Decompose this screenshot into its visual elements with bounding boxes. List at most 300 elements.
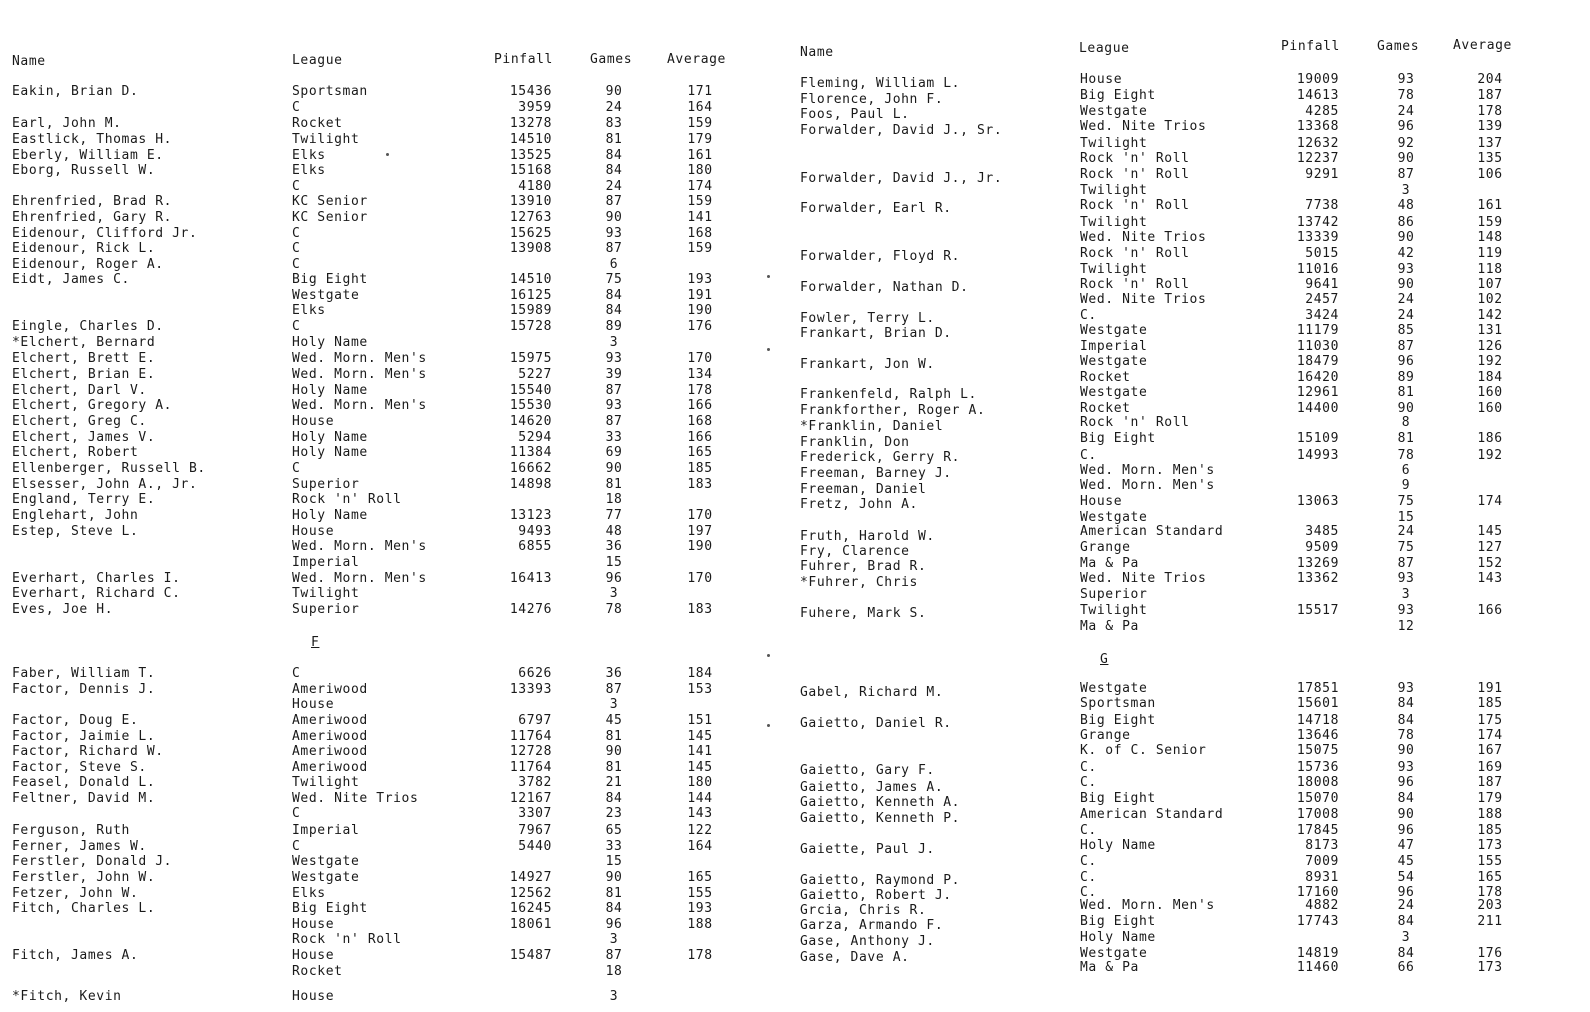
pinfall-value: 12961 xyxy=(1296,385,1339,400)
bowler-name: Elchert, Gregory A. xyxy=(12,398,173,413)
bowler-name: Eingle, Charles D. xyxy=(12,319,164,334)
average-value: 168 xyxy=(687,226,713,241)
games-value: 90 xyxy=(1397,743,1415,758)
average-value: 170 xyxy=(687,508,713,523)
league-name: Twilight xyxy=(1080,603,1148,618)
games-value: 75 xyxy=(1397,540,1415,555)
average-value: 178 xyxy=(687,383,713,398)
games-value: 87 xyxy=(1397,167,1415,182)
pinfall-value: 15436 xyxy=(509,84,552,99)
league-name: C xyxy=(292,241,301,256)
games-value: 90 xyxy=(605,210,623,225)
league-name: Elks xyxy=(292,303,326,318)
league-name: Rock 'n' Roll xyxy=(1080,198,1190,213)
games-value: 42 xyxy=(1397,246,1415,261)
bowler-name: Gaietto, Gary F. xyxy=(800,763,935,778)
league-name: Ameriwood xyxy=(292,760,368,775)
league-name: Wed. Nite Trios xyxy=(1080,230,1207,245)
league-name: C xyxy=(292,666,301,681)
average-value: 204 xyxy=(1477,72,1503,87)
league-name: Rocket xyxy=(1080,370,1131,385)
games-value: 75 xyxy=(605,272,623,287)
pinfall-value: 7967 xyxy=(518,823,552,838)
games-header: Games xyxy=(590,52,633,67)
league-name: House xyxy=(292,414,335,429)
league-name: Big Eight xyxy=(292,272,368,287)
games-value: 65 xyxy=(605,823,623,838)
league-name: Imperial xyxy=(1080,339,1148,354)
league-name: Holy Name xyxy=(292,508,368,523)
league-name: House xyxy=(1080,494,1123,509)
bowler-name: Ferguson, Ruth xyxy=(12,823,130,838)
pinfall-value: 15109 xyxy=(1296,431,1339,446)
league-name: Westgate xyxy=(1080,681,1148,696)
average-value: 173 xyxy=(1477,838,1503,853)
average-value: 169 xyxy=(1477,760,1503,775)
games-value: 66 xyxy=(1397,960,1415,975)
pinfall-value: 14927 xyxy=(509,870,552,885)
games-value: 96 xyxy=(1397,775,1415,790)
pinfall-value: 7738 xyxy=(1305,198,1339,213)
average-value: 161 xyxy=(1477,198,1503,213)
average-value: 188 xyxy=(1477,807,1503,822)
games-value: 24 xyxy=(1397,898,1415,913)
pinfall-value: 17008 xyxy=(1296,807,1339,822)
pinfall-value: 5440 xyxy=(518,839,552,854)
average-value: 131 xyxy=(1477,323,1503,338)
games-value: 75 xyxy=(1397,494,1415,509)
league-name: Holy Name xyxy=(292,445,368,460)
bowler-name: England, Terry E. xyxy=(12,492,156,507)
games-value: 47 xyxy=(1397,838,1415,853)
average-header: Average xyxy=(667,52,726,67)
bowler-name: Factor, Jaimie L. xyxy=(12,729,156,744)
games-value: 87 xyxy=(605,194,623,209)
pinfall-value: 18008 xyxy=(1296,775,1339,790)
league-header: League xyxy=(292,53,343,68)
games-value: 3 xyxy=(1401,183,1411,198)
name-header: Name xyxy=(12,54,46,69)
pinfall-value: 9641 xyxy=(1305,277,1339,292)
bowler-name: Forwalder, Earl R. xyxy=(800,201,952,216)
average-value: 184 xyxy=(687,666,713,681)
games-value: 83 xyxy=(605,116,623,131)
average-value: 127 xyxy=(1477,540,1503,555)
average-value: 170 xyxy=(687,571,713,586)
league-name: Westgate xyxy=(1080,104,1148,119)
bowler-name: Florence, John F. xyxy=(800,92,944,107)
bowler-name: Fuhere, Mark S. xyxy=(800,606,927,621)
games-value: 78 xyxy=(1397,728,1415,743)
section-letter: G xyxy=(1100,652,1109,667)
league-name: Big Eight xyxy=(1080,914,1156,929)
league-name: Rocket xyxy=(292,116,343,131)
average-value: 159 xyxy=(687,116,713,131)
league-name: Ma & Pa xyxy=(1080,556,1139,571)
bowler-name: Fuhrer, Brad R. xyxy=(800,559,927,574)
league-name: Rock 'n' Roll xyxy=(1080,246,1190,261)
average-value: 160 xyxy=(1477,385,1503,400)
average-value: 174 xyxy=(1477,728,1503,743)
league-name: Westgate xyxy=(1080,946,1148,961)
average-value: 197 xyxy=(687,524,713,539)
games-value: 90 xyxy=(1397,277,1415,292)
pinfall-value: 4882 xyxy=(1305,898,1339,913)
average-value: 166 xyxy=(1477,603,1503,618)
average-value: 155 xyxy=(687,886,713,901)
bowler-name: Forwalder, David J., Jr. xyxy=(800,171,1003,186)
games-value: 81 xyxy=(1397,431,1415,446)
pinfall-value: 12632 xyxy=(1296,136,1339,151)
bowler-name: *Franklin, Daniel xyxy=(800,419,944,434)
league-name: Big Eight xyxy=(292,901,368,916)
league-name: C. xyxy=(1080,760,1097,775)
average-value: 142 xyxy=(1477,308,1503,323)
games-value: 21 xyxy=(605,775,623,790)
pinfall-value: 5227 xyxy=(518,367,552,382)
league-name: Holy Name xyxy=(292,430,368,445)
games-value: 84 xyxy=(605,148,623,163)
pinfall-header: Pinfall xyxy=(1281,39,1340,54)
pinfall-value: 13910 xyxy=(509,194,552,209)
bowler-name: Estep, Steve L. xyxy=(12,524,139,539)
pinfall-value: 12728 xyxy=(509,744,552,759)
games-value: 84 xyxy=(1397,946,1415,961)
average-value: 183 xyxy=(687,602,713,617)
bowler-name: Forwalder, Floyd R. xyxy=(800,249,961,264)
pinfall-value: 15975 xyxy=(509,351,552,366)
league-name: Twilight xyxy=(1080,136,1148,151)
bowler-name: Forwalder, David J., Sr. xyxy=(800,123,1003,138)
pinfall-value: 13362 xyxy=(1296,571,1339,586)
pinfall-value: 14400 xyxy=(1296,401,1339,416)
average-value: 135 xyxy=(1477,151,1503,166)
pinfall-value: 3959 xyxy=(518,100,552,115)
pinfall-value: 9291 xyxy=(1305,167,1339,182)
bowler-name: Elchert, Darl V. xyxy=(12,383,147,398)
pinfall-value: 13278 xyxy=(509,116,552,131)
pinfall-value: 18061 xyxy=(509,917,552,932)
bowler-name: Ferstler, Donald J. xyxy=(12,854,173,869)
games-value: 3 xyxy=(609,932,619,947)
average-value: 118 xyxy=(1477,262,1503,277)
games-value: 81 xyxy=(605,132,623,147)
games-value: 90 xyxy=(605,84,623,99)
average-value: 203 xyxy=(1477,898,1503,913)
games-value: 18 xyxy=(605,492,623,507)
bowler-name: Eidenour, Rick L. xyxy=(12,241,156,256)
average-value: 159 xyxy=(687,194,713,209)
league-name: Imperial xyxy=(292,555,360,570)
pinfall-value: 13908 xyxy=(509,241,552,256)
games-value: 93 xyxy=(605,398,623,413)
league-name: KC Senior xyxy=(292,210,368,225)
pinfall-value: 16125 xyxy=(509,288,552,303)
bowler-name: Freeman, Barney J. xyxy=(800,466,952,481)
bowler-name: Eidt, James C. xyxy=(12,272,130,287)
average-value: 180 xyxy=(687,775,713,790)
league-name: Twilight xyxy=(1080,262,1148,277)
pinfall-value: 15168 xyxy=(509,163,552,178)
league-name: Holy Name xyxy=(292,383,368,398)
pinfall-value: 12237 xyxy=(1296,151,1339,166)
league-name: Rock 'n' Roll xyxy=(1080,151,1190,166)
pinfall-value: 15728 xyxy=(509,319,552,334)
average-value: 184 xyxy=(1477,370,1503,385)
bowler-name: Everhart, Richard C. xyxy=(12,586,181,601)
average-value: 180 xyxy=(687,163,713,178)
bowler-name: Eberly, William E. xyxy=(12,148,164,163)
bowler-name: Gase, Anthony J. xyxy=(800,934,935,949)
league-name: C xyxy=(292,257,301,272)
league-header: League xyxy=(1079,41,1130,56)
games-value: 90 xyxy=(1397,807,1415,822)
average-value: 155 xyxy=(1477,854,1503,869)
average-value: 145 xyxy=(1477,524,1503,539)
bowler-name: Ehrenfried, Brad R. xyxy=(12,194,173,209)
average-value: 175 xyxy=(1477,713,1503,728)
bowler-name: Factor, Richard W. xyxy=(12,744,164,759)
pinfall-value: 13368 xyxy=(1296,119,1339,134)
games-value: 84 xyxy=(605,163,623,178)
pinfall-value: 14276 xyxy=(509,602,552,617)
games-value: 93 xyxy=(1397,681,1415,696)
games-value: 89 xyxy=(605,319,623,334)
games-value: 3 xyxy=(609,586,619,601)
games-value: 6 xyxy=(609,257,619,272)
bowler-name: Gaietto, Kenneth P. xyxy=(800,811,961,826)
bowler-name: *Fuhrer, Chris xyxy=(800,575,918,590)
league-name: Grange xyxy=(1080,728,1131,743)
pinfall-value: 13646 xyxy=(1296,728,1339,743)
games-value: 90 xyxy=(1397,151,1415,166)
games-value: 15 xyxy=(605,555,623,570)
games-value: 90 xyxy=(1397,230,1415,245)
league-name: Ma & Pa xyxy=(1080,619,1139,634)
league-name: Wed. Morn. Men's xyxy=(292,398,427,413)
pinfall-value: 17743 xyxy=(1296,914,1339,929)
league-name: House xyxy=(1080,72,1123,87)
league-name: Twilight xyxy=(292,775,360,790)
games-value: 36 xyxy=(605,539,623,554)
league-name: C. xyxy=(1080,308,1097,323)
bowler-name: Ellenberger, Russell B. xyxy=(12,461,206,476)
bowler-name: Eidenour, Roger A. xyxy=(12,257,164,272)
pinfall-value: 4285 xyxy=(1305,104,1339,119)
games-value: 93 xyxy=(605,351,623,366)
league-name: Big Eight xyxy=(1080,713,1156,728)
league-name: Big Eight xyxy=(1080,431,1156,446)
games-value: 96 xyxy=(605,917,623,932)
league-name: C. xyxy=(1080,885,1097,900)
games-value: 9 xyxy=(1401,478,1411,493)
average-value: 141 xyxy=(687,744,713,759)
pinfall-value: 13742 xyxy=(1296,215,1339,230)
league-name: Twilight xyxy=(1080,215,1148,230)
league-name: Wed. Morn. Men's xyxy=(1080,478,1215,493)
average-value: 192 xyxy=(1477,354,1503,369)
league-name: Grange xyxy=(1080,540,1131,555)
average-value: 178 xyxy=(687,948,713,963)
pinfall-value: 11016 xyxy=(1296,262,1339,277)
average-value: 137 xyxy=(1477,136,1503,151)
pinfall-value: 12763 xyxy=(509,210,552,225)
league-name: C xyxy=(292,100,301,115)
pinfall-value: 13393 xyxy=(509,682,552,697)
average-value: 185 xyxy=(687,461,713,476)
bowler-name: Elchert, Brian E. xyxy=(12,367,156,382)
bowler-name: Fretz, John A. xyxy=(800,497,918,512)
games-value: 90 xyxy=(605,461,623,476)
league-name: Westgate xyxy=(1080,354,1148,369)
league-name: K. of C. Senior xyxy=(1080,743,1207,758)
average-value: 190 xyxy=(687,303,713,318)
pinfall-value: 11764 xyxy=(509,729,552,744)
games-value: 45 xyxy=(1397,854,1415,869)
league-name: Holy Name xyxy=(1080,930,1156,945)
games-value: 24 xyxy=(605,179,623,194)
pinfall-value: 5015 xyxy=(1305,246,1339,261)
pinfall-value: 2457 xyxy=(1305,292,1339,307)
league-name: Big Eight xyxy=(1080,88,1156,103)
league-name: Wed. Morn. Men's xyxy=(1080,898,1215,913)
games-value: 81 xyxy=(605,729,623,744)
games-value: 3 xyxy=(609,989,619,1004)
bowler-name: Fitch, Charles L. xyxy=(12,901,156,916)
games-value: 84 xyxy=(605,791,623,806)
league-name: Superior xyxy=(292,602,360,617)
bowler-name: Frankenfeld, Ralph L. xyxy=(800,387,977,402)
average-value: 166 xyxy=(687,398,713,413)
average-value: 122 xyxy=(687,823,713,838)
league-name: C xyxy=(292,806,301,821)
average-value: 185 xyxy=(1477,823,1503,838)
games-value: 84 xyxy=(605,901,623,916)
league-name: C. xyxy=(1080,870,1097,885)
league-name: Rock 'n' Roll xyxy=(292,492,402,507)
pinfall-value: 7009 xyxy=(1305,854,1339,869)
pinfall-value: 15540 xyxy=(509,383,552,398)
pinfall-value: 3307 xyxy=(518,806,552,821)
bowler-name: Eborg, Russell W. xyxy=(12,163,156,178)
pinfall-value: 11460 xyxy=(1296,960,1339,975)
league-name: C. xyxy=(1080,854,1097,869)
league-name: C. xyxy=(1080,775,1097,790)
games-value: 8 xyxy=(1401,415,1411,430)
league-name: House xyxy=(292,989,335,1004)
league-name: Ameriwood xyxy=(292,744,368,759)
bowler-name: Frederick, Gerry R. xyxy=(800,450,961,465)
bowler-name: Gaietto, Daniel R. xyxy=(800,716,952,731)
games-value: 23 xyxy=(605,806,623,821)
league-name: Elks xyxy=(292,163,326,178)
average-value: 160 xyxy=(1477,401,1503,416)
average-value: 153 xyxy=(687,682,713,697)
average-value: 159 xyxy=(1477,215,1503,230)
games-value: 3 xyxy=(609,335,619,350)
average-value: 190 xyxy=(687,539,713,554)
pinfall-value: 4180 xyxy=(518,179,552,194)
bowler-name: Ferner, James W. xyxy=(12,839,147,854)
average-value: 166 xyxy=(687,430,713,445)
pinfall-value: 15070 xyxy=(1296,791,1339,806)
games-value: 3 xyxy=(1401,587,1411,602)
bowler-name: Fleming, William L. xyxy=(800,76,961,91)
pinfall-header: Pinfall xyxy=(494,52,553,67)
bowler-name: Elchert, Greg C. xyxy=(12,414,147,429)
pinfall-value: 12562 xyxy=(509,886,552,901)
average-value: 165 xyxy=(1477,870,1503,885)
pinfall-value: 3424 xyxy=(1305,308,1339,323)
bowler-name: Factor, Steve S. xyxy=(12,760,147,775)
games-value: 89 xyxy=(1397,370,1415,385)
pinfall-value: 15736 xyxy=(1296,760,1339,775)
league-name: Big Eight xyxy=(1080,791,1156,806)
pinfall-value: 17845 xyxy=(1296,823,1339,838)
pinfall-value: 16245 xyxy=(509,901,552,916)
average-value: 170 xyxy=(687,351,713,366)
average-value: 148 xyxy=(1477,230,1503,245)
games-value: 69 xyxy=(605,445,623,460)
average-value: 106 xyxy=(1477,167,1503,182)
bowler-name: Englehart, John xyxy=(12,508,139,523)
games-value: 84 xyxy=(1397,713,1415,728)
bowler-name: Earl, John M. xyxy=(12,116,122,131)
games-value: 92 xyxy=(1397,136,1415,151)
games-value: 36 xyxy=(605,666,623,681)
games-value: 24 xyxy=(1397,104,1415,119)
league-name: Rock 'n' Roll xyxy=(292,932,402,947)
pinfall-value: 16420 xyxy=(1296,370,1339,385)
pinfall-value: 3485 xyxy=(1305,524,1339,539)
league-name: Elks xyxy=(292,148,326,163)
games-value: 87 xyxy=(605,948,623,963)
average-value: 145 xyxy=(687,729,713,744)
games-value: 81 xyxy=(605,477,623,492)
games-value: 48 xyxy=(605,524,623,539)
average-header: Average xyxy=(1453,38,1512,53)
pinfall-value: 6797 xyxy=(518,713,552,728)
pinfall-value: 13269 xyxy=(1296,556,1339,571)
league-name: Ma & Pa xyxy=(1080,960,1139,975)
games-value: 96 xyxy=(1397,823,1415,838)
pinfall-value: 14510 xyxy=(509,132,552,147)
league-name: Twilight xyxy=(292,586,360,601)
league-name: Rock 'n' Roll xyxy=(1080,277,1190,292)
bowler-name: Forwalder, Nathan D. xyxy=(800,280,969,295)
league-name: C xyxy=(292,179,301,194)
games-value: 85 xyxy=(1397,323,1415,338)
games-value: 33 xyxy=(605,839,623,854)
games-value: 15 xyxy=(605,854,623,869)
bowler-name: Frankart, Jon W. xyxy=(800,357,935,372)
league-name: Wed. Morn. Men's xyxy=(292,539,427,554)
games-value: 78 xyxy=(1397,448,1415,463)
average-value: 134 xyxy=(687,367,713,382)
league-name: Holy Name xyxy=(1080,838,1156,853)
bowler-name: Everhart, Charles I. xyxy=(12,571,181,586)
bowler-name: Fetzer, John W. xyxy=(12,886,139,901)
pinfall-value: 15075 xyxy=(1296,743,1339,758)
bowler-name: Grcia, Chris R. xyxy=(800,903,927,918)
league-name: Westgate xyxy=(292,870,360,885)
games-value: 84 xyxy=(1397,696,1415,711)
pinfall-value: 16413 xyxy=(509,571,552,586)
bowler-name: Fry, Clarence xyxy=(800,544,910,559)
league-name: Rocket xyxy=(292,964,343,979)
games-value: 24 xyxy=(605,100,623,115)
average-value: 152 xyxy=(1477,556,1503,571)
